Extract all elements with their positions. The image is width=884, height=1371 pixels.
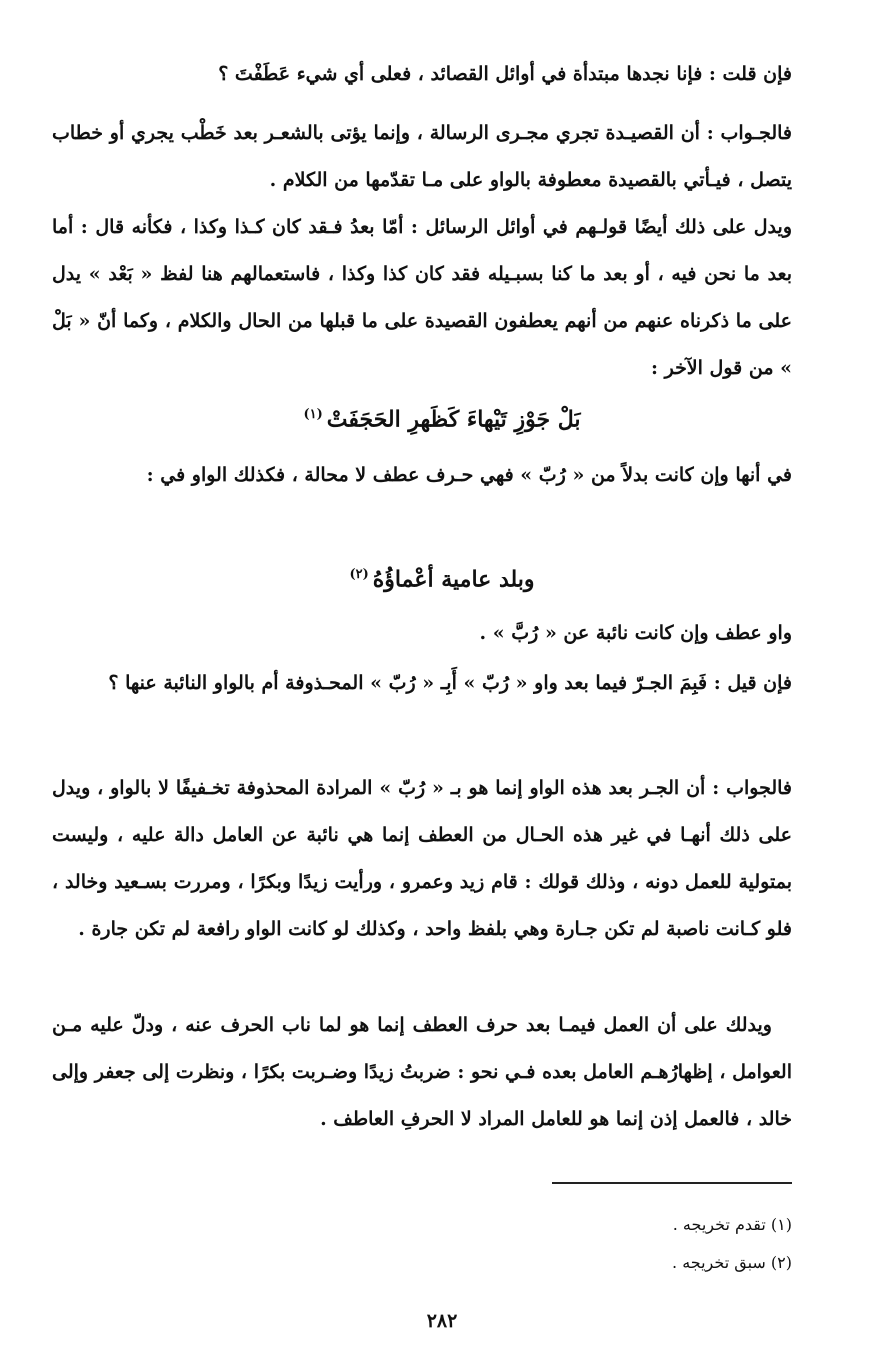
- paragraph-evidence-1: ويدل على ذلك أيضًا قولـهم في أوائل الرسائل : أمّا بعدُ فـقد كان كـذا وكذا ، فكأنه قال : أما بعد ما نحن فيه ، أو بعد ما كنا بسبـيله فقد كان كذا وكذا ، فاستعمالهم هنا لفظ « بَعْد » يدل على ما ذكرناه عنهم من أنهم يعطفون القصيدة على ما قبلها من الحال والكلام ، وكما أنّ « بَلْ » من قول الآخر :: [52, 216, 792, 379]
- verse-2: [0, 555, 884, 599]
- paragraph-answer-2: فالجواب : أن الجـر بعد هذه الواو إنما هو بـ « رُبّ » المرادة المحذوفة تخـفيفًا لا بالواو ، ويدل على ذلك أنهـا في غير هذه الحـال من العطف إنما هي نائبة عن العامل دالة عليه ، وليست بمتولية للعمل دونه ، وذلك قولك : قام زيد وعمرو ، ورأيت زيدًا وبكرًا ، ومررت بسـعيد وخالد ، فلو كـانت ناصبة لم تكن جـارة وهي بلفظ واحد ، وكذلك لو كانت الواو رافعة لم تكن جارة .: [52, 777, 792, 940]
- paragraph-comparison: في أنها وإن كانت بدلاً من « رُبّ » فهي حـرف عطف لا محالة ، فكذلك الواو في :: [146, 464, 792, 486]
- page-number: ٢٨٢: [426, 1310, 458, 1332]
- paragraph-waw-note: واو عطف وإن كانت نائبة عن « رُبَّ » .: [479, 622, 792, 644]
- footnote-1: (١) تقدم تخريجه .: [672, 1215, 792, 1234]
- footnote-marker-2: (٢): [349, 567, 369, 582]
- verse-1: [0, 395, 884, 439]
- verse-1-text: بَلْ جَوْزِ تَيْهاءَ كَظَهرِ الحَجَفَتْ: [326, 406, 581, 433]
- paragraph-answer-1: فالجـواب : أن القصيـدة تجري مجـرى الرسالة ، وإنما يؤتى بالشعـر بعد خَطْب يجري أو خطاب يتصل ، فيـأتي بالقصيدة معطوفة بالواو على مـا تقدّمها من الكلام .: [52, 122, 792, 191]
- paragraph-evidence-2: ويدلك على أن العمل فيمـا بعد حرف العطف إنما هو لما ناب الحرف عنه ، ودلّ عليه مـن العوامل ، إظهارُهـم العامل بعده فـي نحو : ضربتُ زيدًا وضـربت بكرًا ، ونظرت إلى جعفر وإلى خالد ، فالعمل إذن إنما هو للعامل المراد لا الحرفِ العاطف .: [52, 1014, 792, 1130]
- footnote-marker-1: (١): [303, 407, 323, 422]
- verse-2-text: وبلد عامية أعْماؤُهُ: [372, 566, 535, 593]
- footnote-divider: [552, 1182, 792, 1184]
- paragraph-question-1: فإن قلت : فإنا نجدها مبتدأة في أوائل القصائد ، فعلى أي شيء عَطَفْتَ ؟: [218, 63, 792, 85]
- paragraph-question-2: فإن قيل : فَبِمَ الجـرّ فيما بعد واو « رُبّ » أَبِـ « رُبّ » المحـذوفة أم بالواو النائبة عنها ؟: [108, 672, 792, 694]
- footnote-2: (٢) سبق تخريجه .: [672, 1253, 792, 1272]
